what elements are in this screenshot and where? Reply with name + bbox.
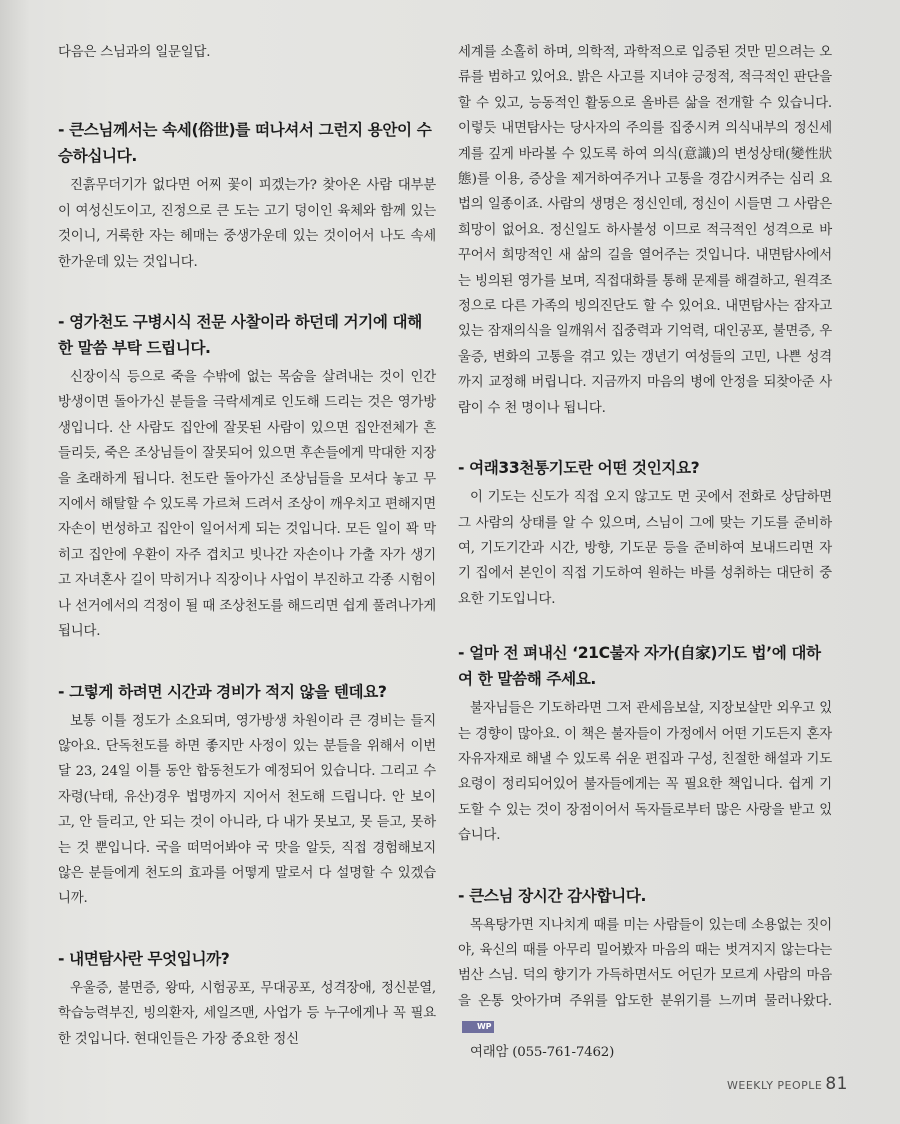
question-heading: - 그렇게 하려면 시간과 경비가 적지 않을 텐데요? — [58, 682, 387, 701]
question-heading: - 큰스님 장시간 감사합니다. — [458, 886, 646, 905]
answer-text: 신장이식 등으로 죽을 수밖에 없는 목숨을 살려내는 것이 인간 방생이면 돌아가신 분들을 극락세계로 인도해 드리는 것은 영가방생입니다. 산 사람도 집안에 잘못된 사람이 있으면 집안전체가 흔들리듯, 죽은 조상님들이 잘못되어 있으면 후손들에게 막대한 지장을 초래하게 됩니다. 천도란 돌아가신 조상님들을 모셔다 놓고 무지에서 해탈할 수 있도록 가르쳐 드려서 조상이 깨우치고 편해지면 자손이 번성하고 집안이 일어서게 되는 것입니다. 모든 일이 꽉 막히고 집안에 우환이 자주 겹치고 빗나간 자손이나 가출 자가 생기고 자녀혼사 길이 막히거나 직장이나 사업이 부진하고 각종 시험이나 선거에서의 걱정이 될 때 조상천도를 해드리면 쉽게 풀려나가게 됩니다. — [58, 370, 436, 640]
question-heading: - 큰스님께서는 속세(俗世)를 떠나셔서 그런지 용안이 수승하십니다. — [58, 121, 432, 166]
question-heading: - 영가천도 구병시식 전문 사찰이라 하던데 거기에 대해 한 말씀 부탁 드립니다. — [58, 313, 422, 358]
continued-answer-text: 세계를 소홀히 하며, 의학적, 과학적으로 입증된 것만 믿으려는 오류를 범하고 있어요. 밝은 사고를 지녀야 긍정적, 적극적인 판단을 할 수 있고, 능동적인 활동으로 올바른 삶을 전개할 수 있습니다. 이렇듯 내면탐사는 당사자의 주의를 집중시켜 의식내부의 정신세계를 깊게 바라볼 수 있도록 하여 의식(意識)의 변성상태(變性狀態)를 이용, 증상을 제거하여주거나 고통을 경감시켜주는 심리 요법의 일종이죠. 사람의 생명은 정신인데, 정신이 시들면 그 사람은 희망이 없어요. 정신일도 하사불성 이므로 적극적인 성격으로 바꾸어서 희망적인 새 삶의 길을 열어주는 것입니다. 내면탐사에서는 빙의된 영가를 보며, 직접대화를 통해 문제를 해결하고, 원격조정으로 다른 가족의 빙의진단도 할 수 있어요. 내면탐사는 잠자고 있는 잠재의식을 일깨워서 집중력과 기억력, 대인공포, 불면증, 우울증, 변화의 고통을 겪고 있는 갱년기 여성들의 고민, 나쁜 성격까지 교정해 버립니다. 지금까지 마음의 병에 안정을 되찾아준 사람이 수 천 명이나 됩니다. — [458, 45, 832, 416]
question-heading: - 얼마 전 펴내신 ‘21C불자 자가(自家)기도 법’에 대하여 한 말씀해 주세요. — [458, 644, 821, 689]
intro-text: 다음은 스님과의 일문일답. — [58, 45, 211, 60]
contact-info: 여래암 (055-761-7462) — [470, 1044, 615, 1060]
right-column — [458, 40, 832, 1065]
wp-end-mark-icon: WP — [462, 1021, 494, 1033]
closing-text — [458, 913, 832, 1040]
answer-text: 보통 이틀 정도가 소요되며, 영가방생 차원이라 큰 경비는 들지 않아요. 단독천도를 하면 좋지만 사정이 있는 분들을 위해서 이번 달 23, 24일 이틀 동안 합동천도가 예정되어 있습니다. 그리고 수자령(낙태, 유산)경우 법명까지 지어서 천도해 드립니다. 안 보이고, 안 들리고, 안 되는 것이 아니라, 다 내가 못보고, 못 듣고, 못하는 것 뿐입니다. 국을 떠먹어봐야 국 맛을 알듯, 직접 경험해보지 않은 분들에게 천도의 효과를 어떻게 말로서 다 설명할 수 있겠습니까. — [58, 713, 436, 907]
left-column — [58, 40, 436, 1052]
page-footer — [727, 1074, 848, 1094]
answer-text: 우울증, 불면증, 왕따, 시험공포, 무대공포, 성격장애, 정신분열, 학습능력부진, 빙의환자, 세일즈맨, 사업가 등 누구에게나 꼭 필요한 것입니다. 현대인들은 가장 중요한 정신 — [58, 980, 436, 1047]
page-number: 81 — [825, 1074, 848, 1094]
question-heading: - 여래33천통기도란 어떤 것인지요? — [458, 459, 700, 478]
question-heading: - 내면탐사란 무엇입니까? — [58, 949, 230, 968]
answer-text: 불자님들은 기도하라면 그저 관세음보살, 지장보살만 외우고 있는 경향이 많아요. 이 책은 불자들이 가정에서 어떤 기도든지 혼자 자유자재로 해낼 수 있도록 쉬운 편집과 구성, 친절한 해설과 기도요령이 정리되어있어 불자들에게는 꼭 필요한 책입니다. 쉽게 기도할 수 있는 것이 장점이어서 독자들로부터 많은 사랑을 받고 있습니다. — [458, 701, 832, 844]
answer-text: 진흙무더기가 없다면 어찌 꽃이 피겠는가? 찾아온 사람 대부분이 여성신도이고, 진정으로 큰 도는 고기 덩이인 육체와 함께 있는 것이니, 거룩한 자는 헤매는 중생가운데 있는 것이어서 나도 속세 한가운데 있는 것입니다. — [58, 178, 436, 270]
answer-text: 이 기도는 신도가 직접 오지 않고도 먼 곳에서 전화로 상담하면 그 사람의 상태를 알 수 있으며, 스님이 그에 맞는 기도를 준비하여, 기도기간과 시간, 방향, 기도문 등을 준비하여 보내드리면 자기 집에서 본인이 직접 기도하여 원하는 바를 성취하는 대단히 중요한 기도입니다. — [458, 490, 832, 607]
magazine-name: WEEKLY PEOPLE — [727, 1079, 823, 1092]
closing-body: 목욕탕가면 지나치게 때를 미는 사람들이 있는데 소용없는 짓이야, 육신의 때를 아무리 밀어봤자 마음의 때는 벗겨지지 않는다는 범산 스님. 덕의 향기가 가득하면서도 어딘가 모르게 사람의 마음을 온통 앗아가며 주위를 압도한 분위기를 느끼며 물러나왔다. — [458, 917, 832, 1009]
